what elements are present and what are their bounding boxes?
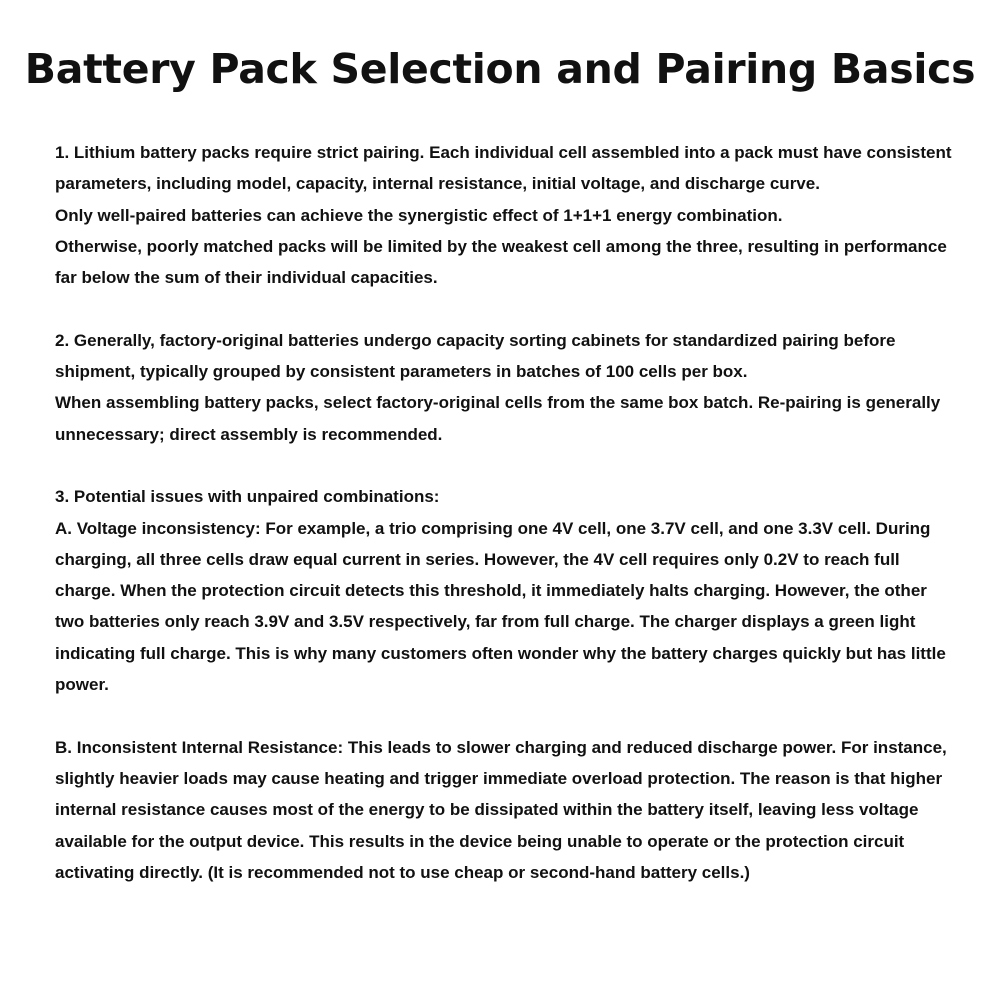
paragraph-spacer [55,450,955,481]
section-3-item-a: A. Voltage inconsistency: For example, a trio comprising one 4V cell, one 3.7V cell, and one 3.3V cell. During charging, all three cells draw equal current in series. However, the 4V cell requires only 0.2V to reach full charge. When the protection circuit detects this threshold, it immediately halts charging. However, the other two batteries only reach 3.9V and 3.5V respectively, far from full charge. The charger displays a green light indicating full charge. This is why many customers often wonder why the battery charges quickly but has little power. [55,518,946,695]
section-1-paragraph-1: 1. Lithium battery packs require strict pairing. Each individual cell assembled into a pack must have consistent parameters, including model, capacity, internal resistance, initial voltage, and discharge curve. [55,143,952,194]
section-2-paragraph-2: When assembling battery packs, select factory-original cells from the same box batch. Re-pairing is generally unnecessary; direct assembly is recommended. [55,393,941,444]
document-title: Battery Pack Selection and Pairing Basics [24,45,976,93]
section-3-item-b: B. Inconsistent Internal Resistance: This leads to slower charging and reduced discharge power. For instance, slightly heavier loads may cause heating and trigger immediate overload protection. The reason is that higher internal resistance causes most of the energy to be dissipated within the battery itself, leaving less voltage available for the output device. This results in the device being unable to operate or the protection circuit activating directly. (It is recommended not to use cheap or second-hand battery cells.) [55,737,947,882]
paragraph-spacer [55,700,955,731]
section-2-paragraph-1: 2. Generally, factory-original batteries undergo capacity sorting cabinets for standardized pairing before shipment, typically grouped by consistent parameters in batches of 100 cells per box. [55,330,896,382]
paragraph-spacer [55,293,955,324]
document-body [55,137,955,888]
section-1-paragraph-3: Otherwise, poorly matched packs will be limited by the weakest cell among the three, resulting in performance far below the sum of their individual capacities. [55,236,947,288]
section-3-heading: 3. Potential issues with unpaired combinations: [55,487,440,507]
section-1-paragraph-2: Only well-paired batteries can achieve the synergistic effect of 1+1+1 energy combination. [55,205,783,225]
